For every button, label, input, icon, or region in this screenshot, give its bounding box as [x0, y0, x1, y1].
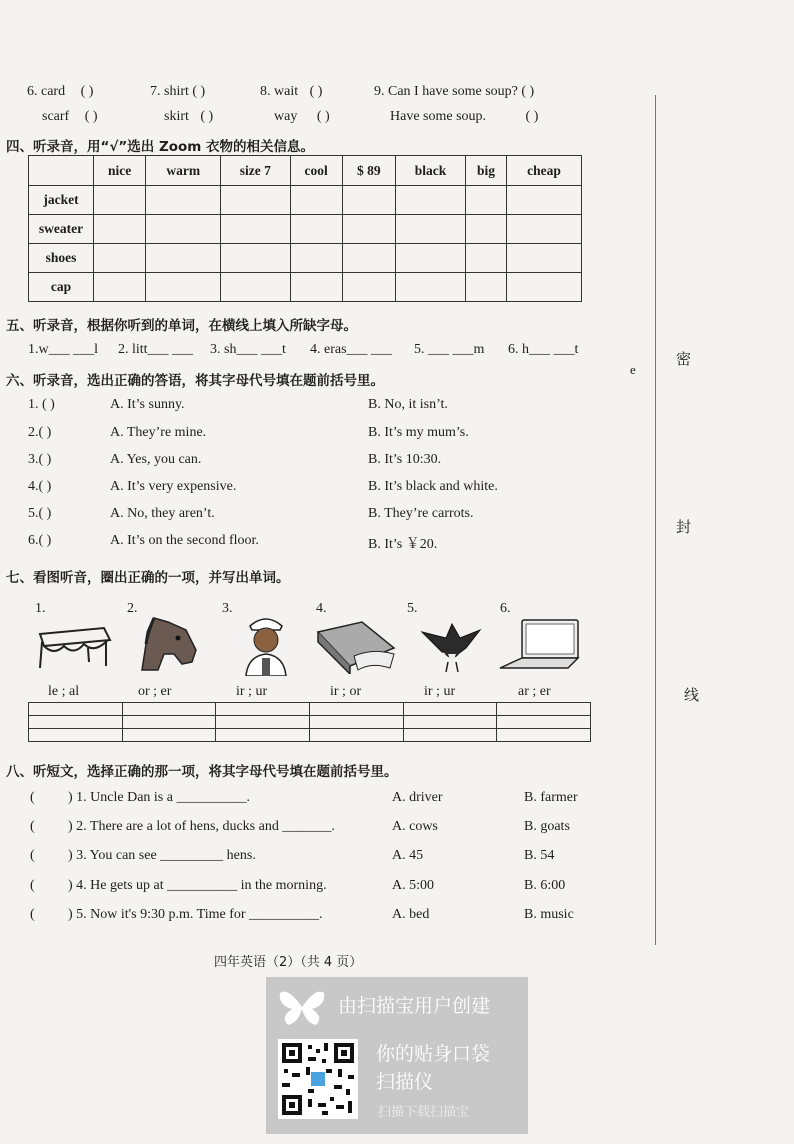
col-header: cheap [507, 156, 582, 186]
q6-option-a: A. It’s on the second floor. [110, 533, 259, 548]
q7-num: 4. [316, 601, 327, 616]
q6-option-b: B. No, it isn’t. [368, 397, 448, 412]
q3-item-6b: scarf ( ) [42, 109, 98, 124]
answer-cell[interactable] [29, 716, 123, 729]
q8-option-b: B. music [524, 907, 574, 922]
row-header: cap [29, 273, 94, 302]
check-cell[interactable] [146, 244, 221, 273]
check-cell[interactable] [466, 273, 507, 302]
q6-option-a: A. It’s sunny. [110, 397, 185, 412]
q5-item: 4. eras___ ___ [310, 342, 393, 357]
check-cell[interactable] [290, 215, 342, 244]
q8-paren: ( [30, 819, 35, 834]
check-cell[interactable] [395, 273, 465, 302]
answer-cell[interactable] [309, 729, 403, 742]
table-picture [34, 622, 112, 672]
q7-options: ir ; ur [424, 684, 456, 699]
banner-download-text: 扫描下载扫描宝 [378, 1105, 470, 1120]
banner-slogan-line1: 你的贴身口袋 [376, 1043, 491, 1065]
check-cell[interactable] [466, 244, 507, 273]
check-cell[interactable] [290, 244, 342, 273]
q7-options: ir ; ur [236, 684, 268, 699]
q8-question: ) 5. Now it's 9:30 p.m. Time for __________. [68, 907, 323, 922]
margin-mark: e [630, 362, 636, 377]
answer-cell[interactable] [403, 703, 497, 716]
q6-option-a: A. Yes, you can. [110, 452, 202, 467]
banner-creator-text: 由扫描宝用户创建 [338, 995, 491, 1017]
q7-num: 6. [500, 601, 511, 616]
check-cell[interactable] [221, 273, 290, 302]
answer-cell[interactable] [122, 703, 216, 716]
check-cell[interactable] [94, 273, 146, 302]
check-cell[interactable] [94, 215, 146, 244]
answer-cell[interactable] [122, 716, 216, 729]
nurse-picture [236, 612, 296, 676]
section5-heading: 五、听录音，根据你听到的单词，在横线上填入所缺字母。 [6, 318, 357, 334]
q3-item-7: 7. shirt ( ) [150, 84, 206, 99]
q3-item-8b: way ( ) [274, 109, 330, 124]
q5-item: 5. ___ ___m [414, 342, 485, 357]
q5-item: 2. litt___ ___ [118, 342, 194, 357]
q8-question: ) 2. There are a lot of hens, ducks and _______. [68, 819, 335, 834]
check-cell[interactable] [395, 244, 465, 273]
q6-option-b: B. It’s 10:30. [368, 452, 442, 467]
q3-item-6: 6. card ( ) [27, 84, 94, 99]
q6-option-b: B. They’re carrots. [368, 506, 474, 521]
q8-option-a: A. bed [392, 907, 430, 922]
check-cell[interactable] [146, 273, 221, 302]
q6-option-a: A. They’re mine. [110, 425, 207, 440]
butterfly-logo-icon [278, 987, 326, 1027]
col-header: nice [94, 156, 146, 186]
check-cell[interactable] [507, 273, 582, 302]
check-cell[interactable] [342, 215, 395, 244]
q7-num: 2. [127, 601, 138, 616]
seal-char: 线 [684, 686, 700, 704]
q8-paren: ( [30, 907, 35, 922]
check-cell[interactable] [221, 186, 290, 215]
page-footer: 四年英语（2）（共 4 页） [214, 955, 363, 970]
answer-cell[interactable] [216, 703, 310, 716]
check-cell[interactable] [342, 244, 395, 273]
q8-option-a: A. driver [392, 790, 443, 805]
horse-picture [134, 614, 202, 674]
q7-options: ir ; or [330, 684, 362, 699]
section4-heading: 四、听录音，用“√”选出 Zoom 衣物的相关信息。 [6, 139, 315, 155]
seal-char: 密 [676, 350, 692, 368]
check-cell[interactable] [395, 215, 465, 244]
check-cell[interactable] [395, 186, 465, 215]
q6-num: 6.( ) [28, 533, 52, 548]
q5-item: 6. h___ ___t [508, 342, 579, 357]
check-cell[interactable] [146, 215, 221, 244]
q6-option-b: B. It’s my mum’s. [368, 425, 469, 440]
q8-option-a: A. 5:00 [392, 878, 434, 893]
q5-item: 3. sh___ ___t [210, 342, 286, 357]
q7-num: 3. [222, 601, 233, 616]
q6-option-a: A. No, they aren’t. [110, 506, 215, 521]
check-cell[interactable] [290, 186, 342, 215]
check-cell[interactable] [94, 186, 146, 215]
q3-item-8: 8. wait ( ) [260, 84, 323, 99]
bird-picture [412, 614, 486, 674]
answer-cell[interactable] [29, 703, 123, 716]
q6-num: 2.( ) [28, 425, 52, 440]
section6-heading: 六、听录音，选出正确的答语，将其字母代号填在题前括号里。 [6, 373, 384, 389]
qr-code-icon[interactable] [278, 1039, 358, 1119]
word-answer-table [28, 702, 591, 742]
laptop-picture [498, 616, 584, 672]
q8-paren: ( [30, 848, 35, 863]
q8-option-b: B. goats [524, 819, 570, 834]
col-header: black [395, 156, 465, 186]
section7-heading: 七、看图听音，圈出正确的一项，并写出单词。 [6, 570, 290, 586]
q8-paren: ( [30, 878, 35, 893]
q8-option-a: A. 45 [392, 848, 424, 863]
q5-item: 1.w___ ___l [28, 342, 98, 357]
q8-question: ) 1. Uncle Dan is a __________. [68, 790, 250, 805]
q8-question: ) 3. You can see _________ hens. [68, 848, 256, 863]
q3-item-9b: Have some soup. ( ) [390, 109, 539, 124]
q6-option-a: A. It’s very expensive. [110, 479, 237, 494]
check-cell[interactable] [221, 215, 290, 244]
q6-option-b: B. It’s black and white. [368, 479, 498, 494]
answer-cell[interactable] [403, 729, 497, 742]
q7-options: or ; er [138, 684, 172, 699]
check-cell[interactable] [466, 215, 507, 244]
answer-cell[interactable] [122, 729, 216, 742]
q7-num: 1. [35, 601, 46, 616]
q6-num: 3.( ) [28, 452, 52, 467]
answer-cell[interactable] [497, 703, 591, 716]
check-cell[interactable] [342, 186, 395, 215]
check-cell[interactable] [342, 273, 395, 302]
q8-paren: ( [30, 790, 35, 805]
q6-num: 4.( ) [28, 479, 52, 494]
binding-line [655, 95, 656, 945]
check-cell[interactable] [507, 186, 582, 215]
q6-num: 5.( ) [28, 506, 52, 521]
q7-options: ar ; er [518, 684, 551, 699]
answer-cell[interactable] [29, 729, 123, 742]
row-header: sweater [29, 215, 94, 244]
col-header: $ 89 [342, 156, 395, 186]
check-cell[interactable] [507, 244, 582, 273]
answer-cell[interactable] [497, 716, 591, 729]
col-header: size 7 [221, 156, 290, 186]
q8-option-b: B. farmer [524, 790, 578, 805]
scanner-banner[interactable] [266, 977, 528, 1134]
banner-slogan-line2: 扫描仪 [376, 1071, 434, 1093]
answer-cell[interactable] [309, 716, 403, 729]
col-header: big [466, 156, 507, 186]
section8-heading: 八、听短文，选择正确的那一项，将其字母代号填在题前括号里。 [6, 764, 398, 780]
q3-item-7b: skirt ( ) [164, 109, 214, 124]
answer-cell[interactable] [497, 729, 591, 742]
q6-option-b: B. It’s ￥20. [368, 537, 438, 552]
book-picture [314, 618, 398, 674]
answer-cell[interactable] [403, 716, 497, 729]
q8-option-b: B. 54 [524, 848, 555, 863]
q6-num: 1. ( ) [28, 397, 55, 412]
col-header: cool [290, 156, 342, 186]
q3-item-9: 9. Can I have some soup? ( ) [374, 84, 535, 99]
answer-cell[interactable] [216, 729, 310, 742]
check-cell[interactable] [94, 244, 146, 273]
check-cell[interactable] [507, 215, 582, 244]
q8-option-a: A. cows [392, 819, 438, 834]
check-cell[interactable] [146, 186, 221, 215]
q7-options: le ; al [48, 684, 80, 699]
check-cell[interactable] [466, 186, 507, 215]
q8-question: ) 4. He gets up at __________ in the morning. [68, 878, 327, 893]
col-header: warm [146, 156, 221, 186]
q8-option-b: B. 6:00 [524, 878, 566, 893]
clothes-table [28, 155, 582, 302]
row-header: jacket [29, 186, 94, 215]
table-corner [29, 156, 94, 186]
answer-cell[interactable] [309, 703, 403, 716]
q7-num: 5. [407, 601, 418, 616]
row-header: shoes [29, 244, 94, 273]
check-cell[interactable] [290, 273, 342, 302]
check-cell[interactable] [221, 244, 290, 273]
seal-char: 封 [676, 518, 692, 536]
answer-cell[interactable] [216, 716, 310, 729]
